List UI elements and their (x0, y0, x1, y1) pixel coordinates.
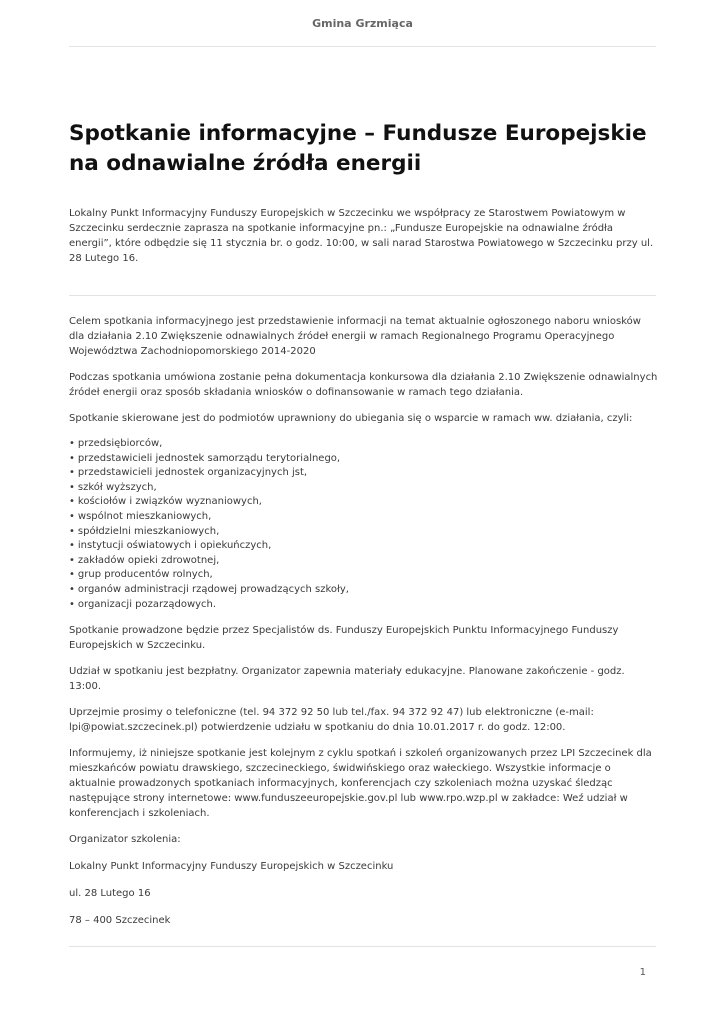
organizer-block (69, 832, 659, 928)
body-paragraph: Uprzejmie prosimy o telefoniczne (tel. 94 372 92 50 lub tel./fax. 94 372 92 47) lub elektroniczne (e-mail: lpi@powiat.szczecinek.pl) potwierdzenie udziału w spotkaniu do dnia 10.01.2017 r. do godz. 12:00. (69, 707, 594, 734)
body-paragraph: Spotkanie skierowane jest do podmiotów uprawniony do ubiegania się o wsparcie w ramach ww. działania, czyli: (69, 413, 633, 424)
body-paragraph: Informujemy, iż niniejsze spotkanie jest kolejnym z cyklu spotkań i szkoleń organizowanych przez LPI Szczecinek dla mieszkańców powiatu drawskiego, szczecineckiego, świdwińskiego oraz wałeckiego. Wszystkie informacje o aktualnie prowadzonych spotkaniach informacyjnych, konferencjach czy szkoleniach można uzyskać śledząc następujące strony internetowe: www.funduszeeuropejskie.gov.pl lub www.rpo.wzp.pl w zakładce: Weź udział w konferencjach i szkoleniach. (69, 748, 652, 820)
site-name: Gmina Grzmiąca (312, 17, 413, 30)
organizer-label: Organizator szkolenia: (69, 834, 181, 846)
page-title: Spotkanie informacyjne – Fundusze Europejskie na odnawialne źródła energii (69, 121, 647, 176)
organizer-street: ul. 28 Lutego 16 (69, 888, 151, 900)
body-paragraph: Podczas spotkania umówiona zostanie pełna dokumentacja konkursowa dla działania 2.10 Zwiększenie odnawialnych źródeł energii oraz sposób składania wniosków o dofinansowanie w ramach tego działania. (69, 372, 658, 398)
list-item: • przedstawicieli jednostek organizacyjnych jst, (69, 466, 659, 481)
organizer-city: 78 – 400 Szczecinek (69, 915, 171, 927)
list-item: • zakładów opieki zdrowotnej, (69, 554, 659, 569)
list-item: • organizacji pozarządowych. (69, 598, 659, 613)
lead-divider (69, 295, 656, 296)
list-item: • organów administracji rządowej prowadzących szkoły, (69, 583, 659, 598)
list-item: • spółdzielni mieszkaniowych, (69, 525, 659, 540)
list-item: • instytucji oświatowych i opiekuńczych, (69, 539, 659, 554)
body-paragraph: Celem spotkania informacyjnego jest przedstawienie informacji na temat aktualnie ogłoszonego naboru wniosków dla działania 2.10 Zwiększenie odnawialnych źródeł energii w ramach Regionalnego Programu Operacyjnego Województwa Zachodniopomorskiego 2014-2020 (69, 316, 641, 357)
list-item: • grup producentów rolnych, (69, 568, 659, 583)
beneficiaries-list (69, 437, 659, 612)
lead-paragraph: Lokalny Punkt Informacyjny Funduszy Europejskich w Szczecinku we współpracy ze Starostwem Powiatowym w Szczecinku serdecznie zaprasza na spotkanie informacyjne pn.: „Fundusze Europejskie na odnawialne źródła energii”, które odbędzie się 11 stycznia br. o godz. 10:00, w sali narad Starostwa Powiatowego w Szczecinku przy ul. 28 Lutego 16. (69, 208, 654, 264)
list-item: • szkół wyższych, (69, 481, 659, 496)
page-number: 1 (639, 967, 646, 978)
list-item: • kościołów i związków wyznaniowych, (69, 495, 659, 510)
organizer-name: Lokalny Punkt Informacyjny Funduszy Europejskich w Szczecinku (69, 861, 394, 873)
article-body (69, 314, 659, 940)
list-item: • przedstawicieli jednostek samorządu terytorialnego, (69, 452, 659, 467)
footer-divider (69, 946, 656, 947)
list-item: • wspólnot mieszkaniowych, (69, 510, 659, 525)
header-divider (69, 46, 656, 47)
list-item: • przedsiębiorców, (69, 437, 659, 452)
body-paragraph: Spotkanie prowadzone będzie przez Specjalistów ds. Funduszy Europejskich Punktu Informacyjnego Funduszy Europejskich w Szczecinku. (69, 625, 619, 652)
body-paragraph: Udział w spotkaniu jest bezpłatny. Organizator zapewnia materiały edukacyjne. Planowane zakończenie - godz. 13:00. (69, 666, 625, 693)
